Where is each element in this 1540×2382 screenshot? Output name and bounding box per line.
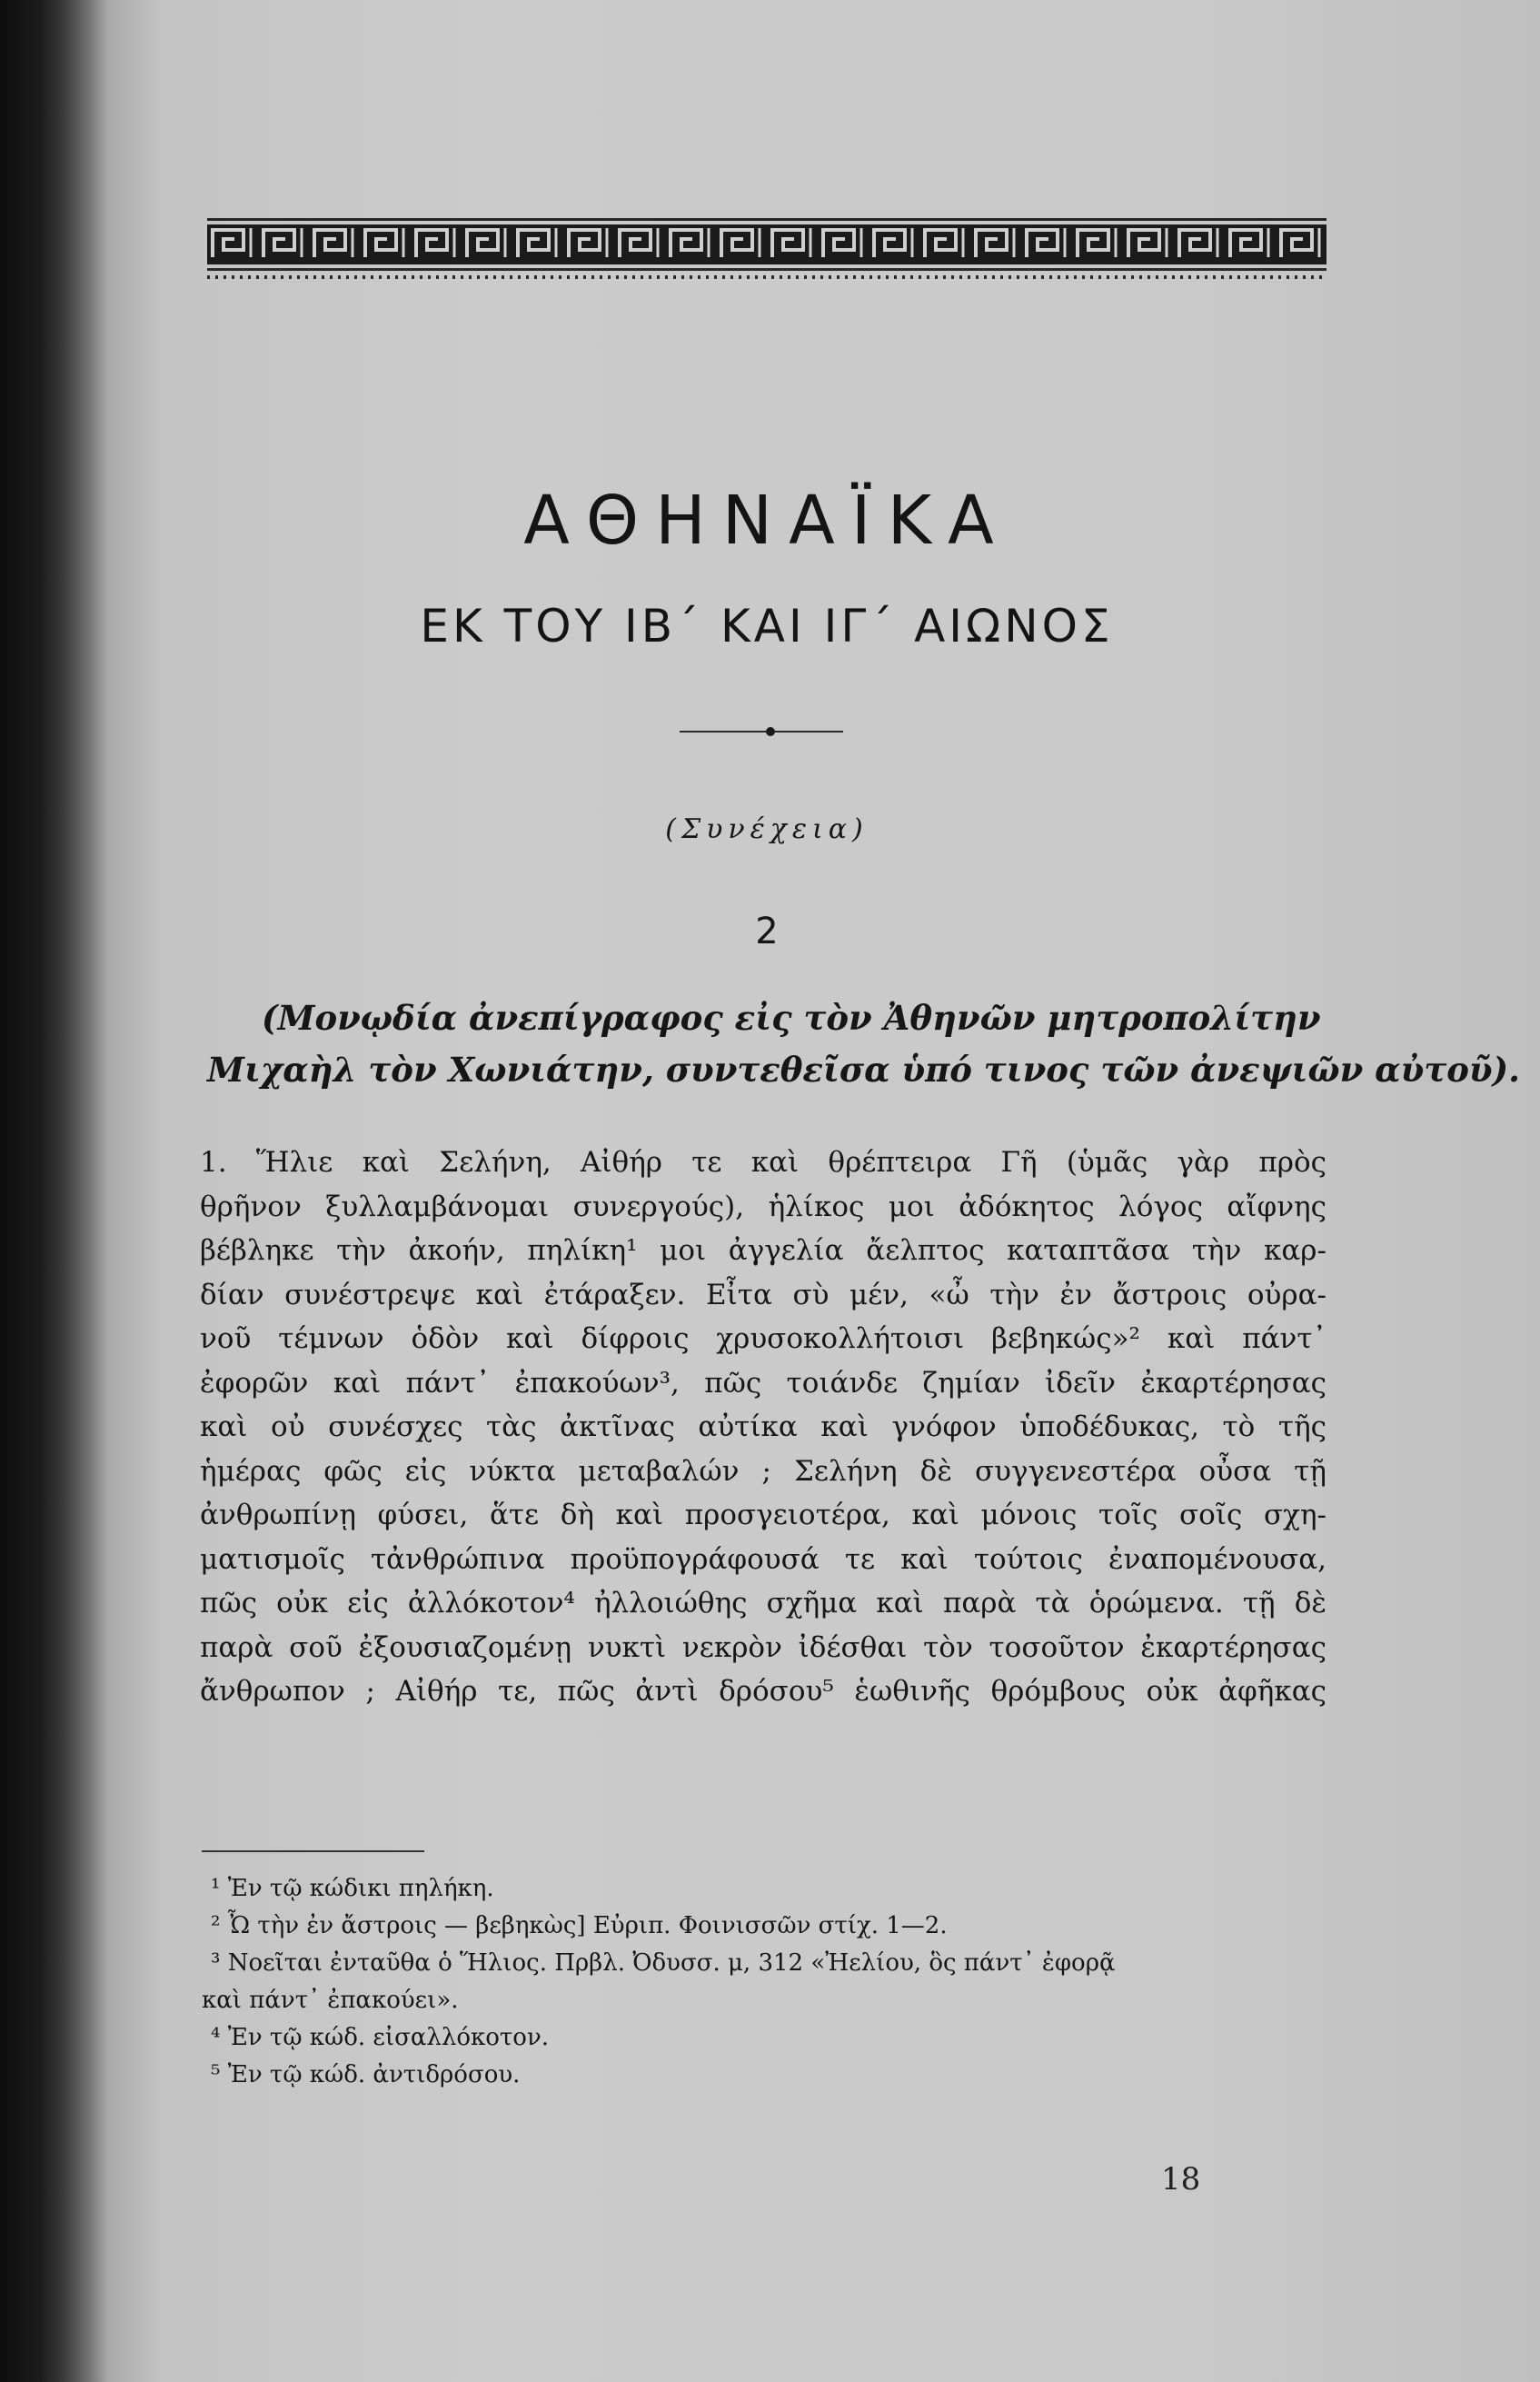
- footnote: ² Ὦ τὴν ἐν ἄστροις — βεβηκὼς] Εὐριπ. Φοινισσῶν στίχ. 1—2.: [211, 1912, 948, 1939]
- text-line: ἀνθρωπίνῃ φύσει, ἅτε δὴ καὶ προσγειοτέρα, καὶ μόνοις τοῖς σοῖς σχη-: [200, 1499, 1326, 1531]
- text-line: θρῆνον ξυλλαμβάνομαι συνεργούς), ἡλίκος μοι ἀδόκητος λόγος αἴφνης: [200, 1190, 1326, 1223]
- text-line: δίαν συνέστρεψε καὶ ἐτάραξεν. Εἶτα σὺ μέν, «ὦ τὴν ἐν ἄστροις οὐρα-: [200, 1278, 1326, 1311]
- footnotes: [202, 1870, 1328, 2094]
- section-number: 2: [755, 911, 779, 952]
- section-heading-line-1: (Μονῳδία ἀνεπίγραφος εἰς τὸν Ἀθηνῶν μητροπολίτην: [262, 998, 1321, 1038]
- page-title: ΑΘΗΝΑΪΚΑ: [523, 482, 1010, 560]
- text-line: ἄνθρωπον ; Αἰθήρ τε, πῶς ἀντὶ δρόσου⁵ ἑωθινῆς θρόμβους οὐκ ἀφῆκας: [200, 1675, 1326, 1708]
- page-number: 18: [1161, 2161, 1201, 2198]
- text-line: ἐφορῶν καὶ πάντ᾽ ἐπακούων³, πῶς τοιάνδε ζημίαν ἰδεῖν ἐκαρτέρησας: [200, 1366, 1326, 1400]
- text-line: ἡμέρας φῶς εἰς νύκτα μεταβαλών ; Σελήνη δὲ συγγενεστέρα οὖσα τῇ: [200, 1454, 1326, 1488]
- footnote-rule: [202, 1850, 424, 1852]
- footnote-continuation: καὶ πάντ᾽ ἐπακούει».: [202, 1987, 459, 2014]
- text-line: πῶς οὐκ εἰς ἀλλόκοτον⁴ ἠλλοιώθης σχῆμα καὶ παρὰ τὰ ὁρώμενα. τῇ δὲ: [200, 1587, 1326, 1620]
- section-heading-line-2: Μιχαὴλ τὸν Χωνιάτην, συντεθεῖσα ὑπό τινος τῶν ἀνεψιῶν αὐτοῦ).: [207, 1050, 1520, 1090]
- text-line: παρὰ σοῦ ἐξουσιαζομένῃ νυκτὶ νεκρὸν ἰδέσθαι τὸν τοσοῦτον ἐκαρτέρησας: [200, 1630, 1326, 1664]
- book-binding-shadow: [0, 0, 107, 2382]
- greek-key-ornament-band: [207, 223, 1326, 284]
- text-line: ματισμοῖς τἀνθρώπινα προϋπογράφουσά τε καὶ τούτοις ἐναπομένουσα,: [200, 1542, 1326, 1576]
- body-paragraph: [200, 1141, 1326, 1714]
- text-line: 1. Ἥλιε καὶ Σελήνη, Αἰθήρ τε καὶ θρέπτειρα Γῆ (ὑμᾶς γὰρ πρὸς: [200, 1146, 1326, 1179]
- footnote: ¹ Ἐν τῷ κώδικι πηλήκη.: [211, 1875, 494, 1902]
- footnote: ⁴ Ἐν τῷ κώδ. εἰσαλλόκοτον.: [211, 2024, 550, 2051]
- title-divider: [680, 725, 843, 738]
- ornament-top-rule: [207, 218, 1326, 221]
- footnote: ⁵ Ἐν τῷ κώδ. ἀντιδρόσου.: [211, 2061, 521, 2088]
- text-line: καὶ οὐ συνέσχες τὰς ἀκτῖνας αὐτίκα καὶ γνόφον ὑποδέδυκας, τὸ τῆς: [200, 1410, 1326, 1443]
- footnote: ³ Νοεῖται ἐνταῦθα ὁ Ἥλιος. Πρβλ. Ὀδυσσ. μ, 312 «Ἠελίου, ὃς πάντ᾽ ἐφορᾷ: [211, 1949, 1116, 1977]
- text-line: βέβληκε τὴν ἀκοήν, πηλίκη¹ μοι ἀγγελία ἄελπτος καταπτᾶσα τὴν καρ-: [200, 1234, 1326, 1267]
- text-line: νοῦ τέμνων ὁδὸν καὶ δίφροις χρυσοκολλήτοισι βεβηκώς»² καὶ πάντ᾽: [200, 1322, 1326, 1355]
- page-subtitle: ΕΚ ΤΟΥ ΙΒ΄ ΚΑΙ ΙΓ΄ ΑΙΩΝΟΣ: [420, 600, 1114, 653]
- continued-label: (Συνέχεια): [665, 813, 869, 845]
